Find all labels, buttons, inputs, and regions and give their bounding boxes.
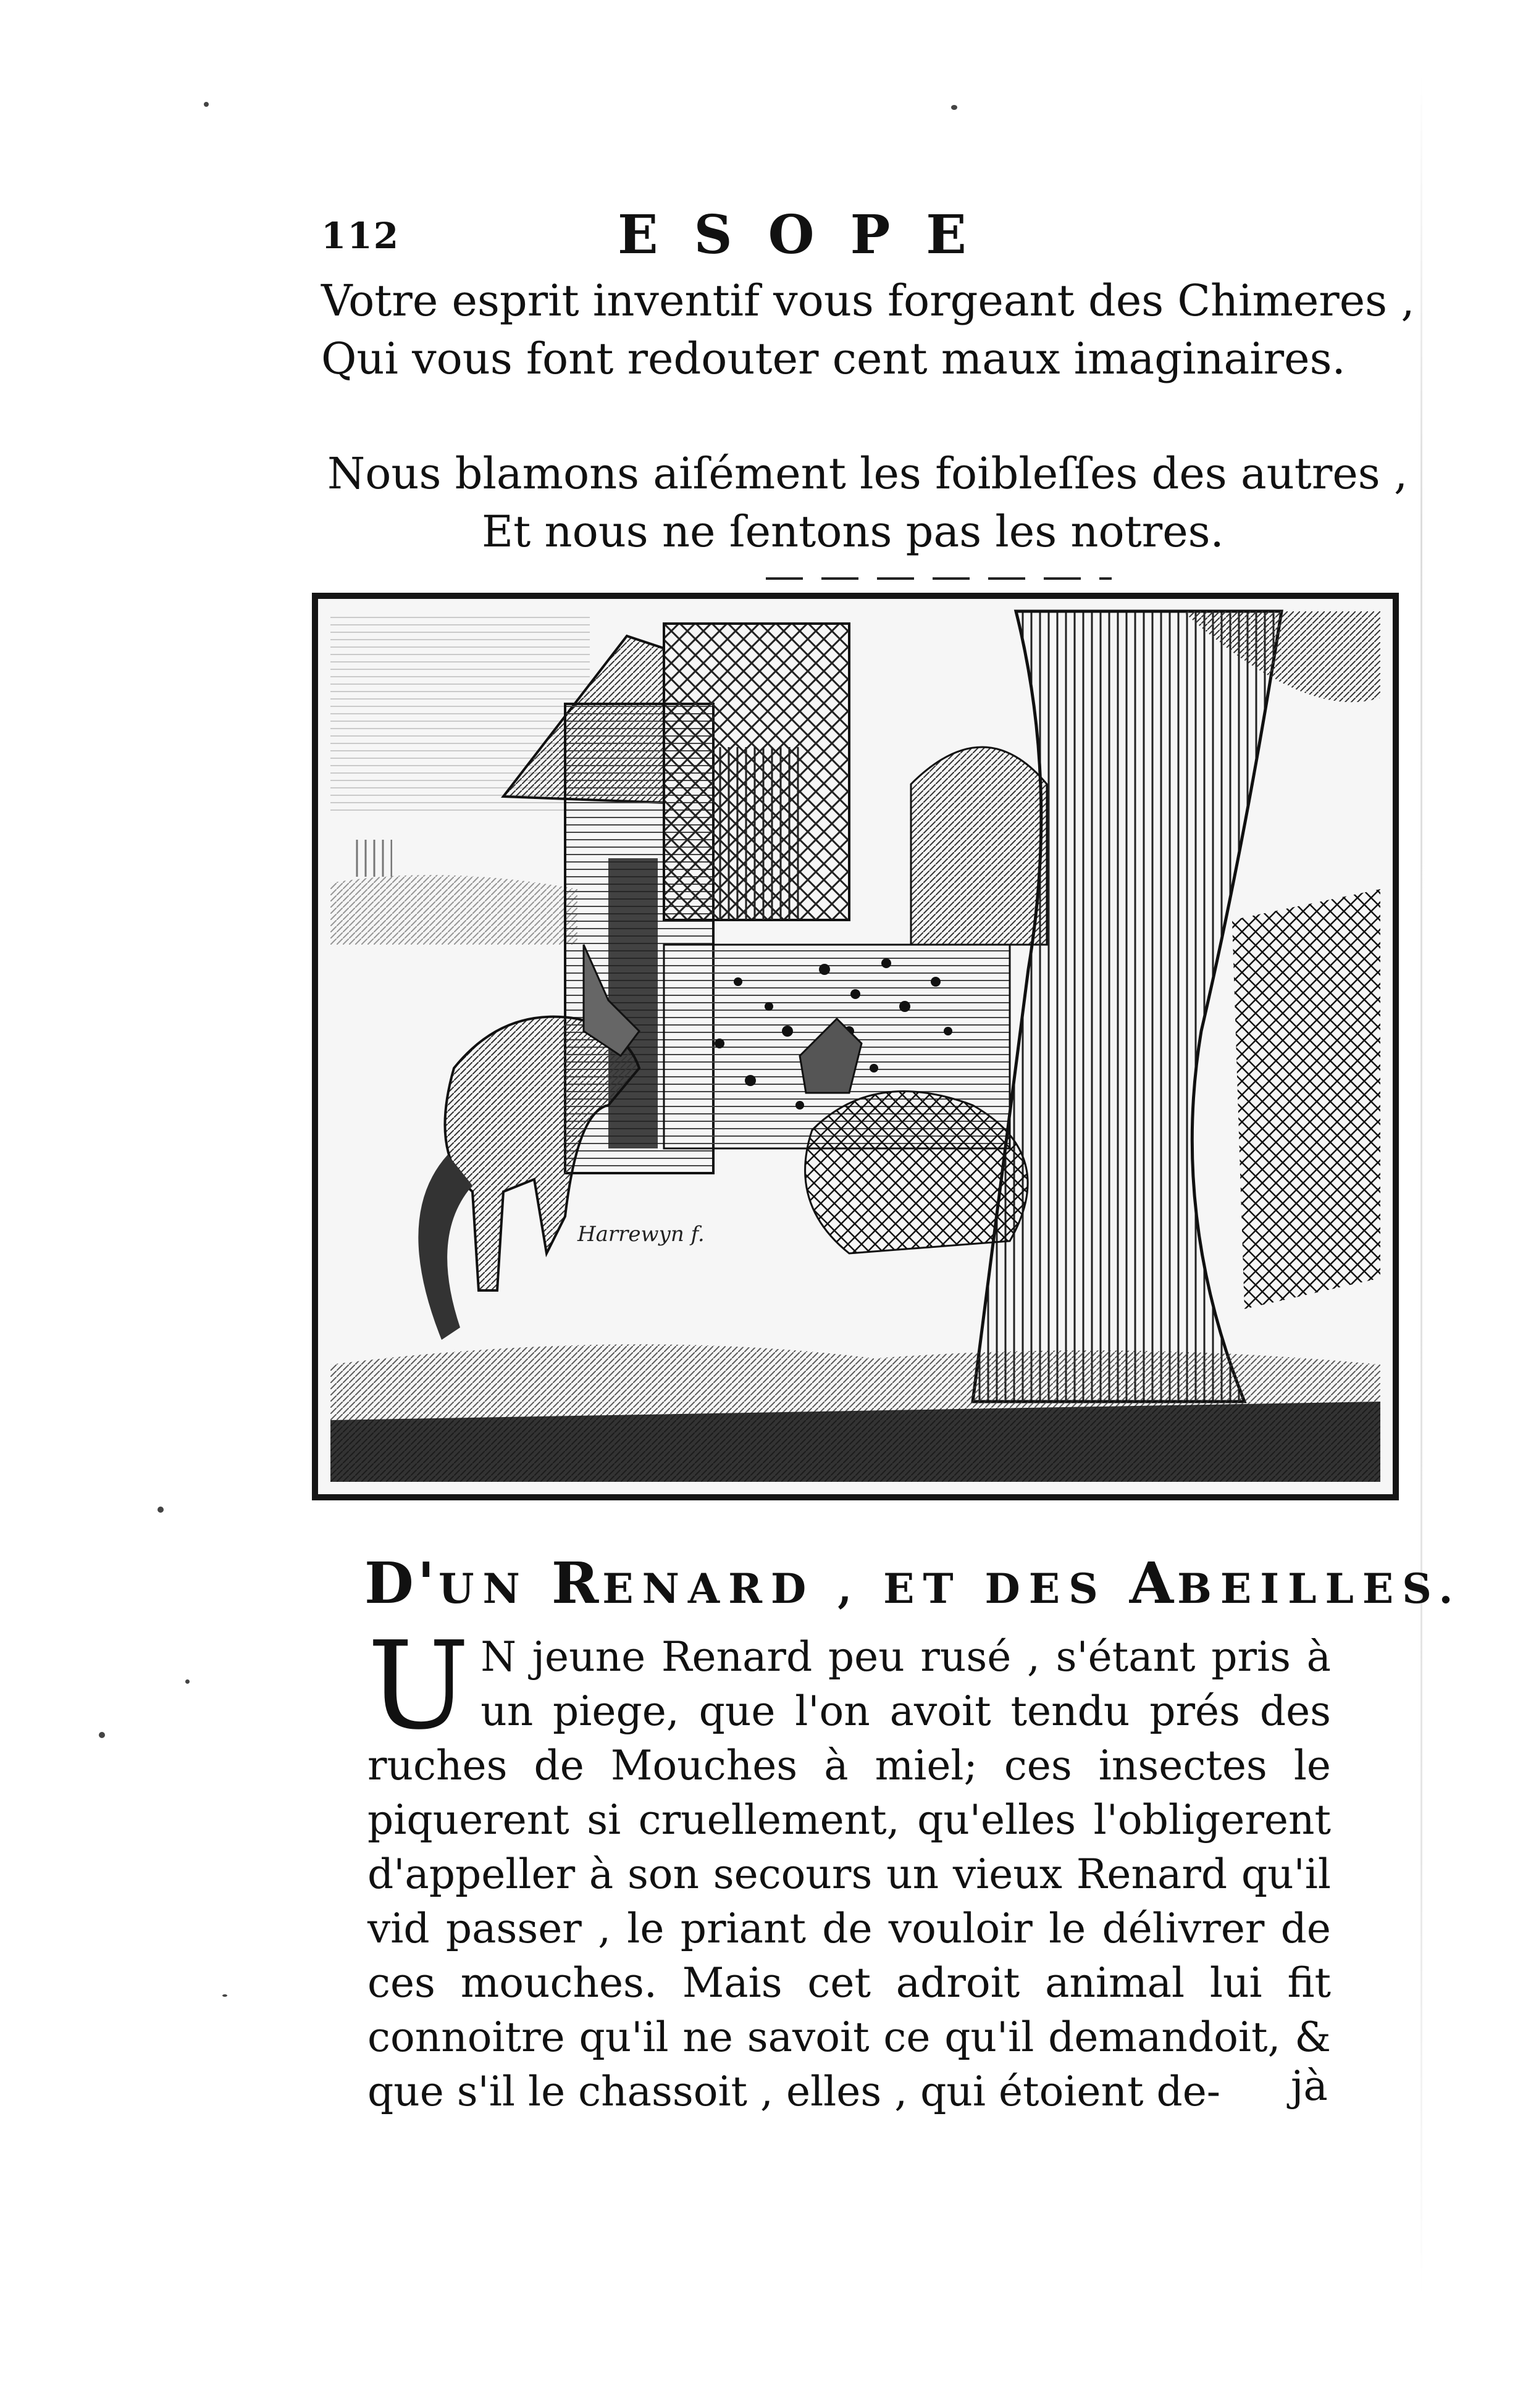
drop-cap: U xyxy=(367,1616,470,1757)
ink-speck xyxy=(222,1994,227,1997)
fable-title xyxy=(364,1550,1462,1616)
verse-line: Votre esprit inventif vous forgeant des Chimeres , xyxy=(321,275,1415,326)
engraving-artwork xyxy=(318,599,1393,1494)
ink-speck xyxy=(157,1507,164,1513)
title-smallcaps: ENARD , ET DES xyxy=(602,1565,1130,1613)
running-head: ESOPE xyxy=(618,204,1002,266)
page-edge-shadow xyxy=(1420,74,1422,2297)
title-initial-r: R xyxy=(551,1550,603,1616)
ink-speck xyxy=(185,1679,190,1684)
ink-speck xyxy=(951,105,957,110)
decorative-rule xyxy=(766,577,1112,580)
engraver-signature: Harrewyn f. xyxy=(577,1222,705,1247)
fable-paragraph: N jeune Renard peu rusé , s'étant pris à un piege, que l'on avoit tendu prés des ruches de Mouches à miel; ces insectes le piquerent si cruellement, qu'elles l'obligerent d'appeller à son secours un vieux Renard qu'il vid passer , le priant de vouloir le délivrer de ces mouches. Mais cet adroit animal lui fit connoitre qu'il ne savoit ce qu'il demandoit, & que s'il le chassoit , elles , qui étoient de- xyxy=(367,1633,1331,2115)
title-smallcaps: BEILLES. xyxy=(1177,1565,1462,1613)
engraving-fox-and-bees xyxy=(312,593,1399,1500)
fable-body xyxy=(367,1616,1331,2119)
moral-line: Nous blamons aiſément les foibleſſes des autres , xyxy=(327,448,1408,499)
title-initial-a: A xyxy=(1129,1550,1178,1616)
title-initial-d: D' xyxy=(364,1550,438,1616)
verse-stanza xyxy=(321,272,1415,388)
catchword: jà xyxy=(1291,2062,1328,2110)
verse-line: Qui vous font redouter cent maux imaginaires. xyxy=(321,333,1346,384)
moral-line: Et nous ne ſentons pas les notres. xyxy=(482,506,1224,557)
title-smallcaps: UN xyxy=(438,1565,552,1613)
page-number: 112 xyxy=(321,215,400,257)
ink-speck xyxy=(204,102,209,107)
moral-stanza xyxy=(327,445,1408,561)
page-header xyxy=(321,204,1340,278)
ink-speck xyxy=(99,1732,105,1738)
